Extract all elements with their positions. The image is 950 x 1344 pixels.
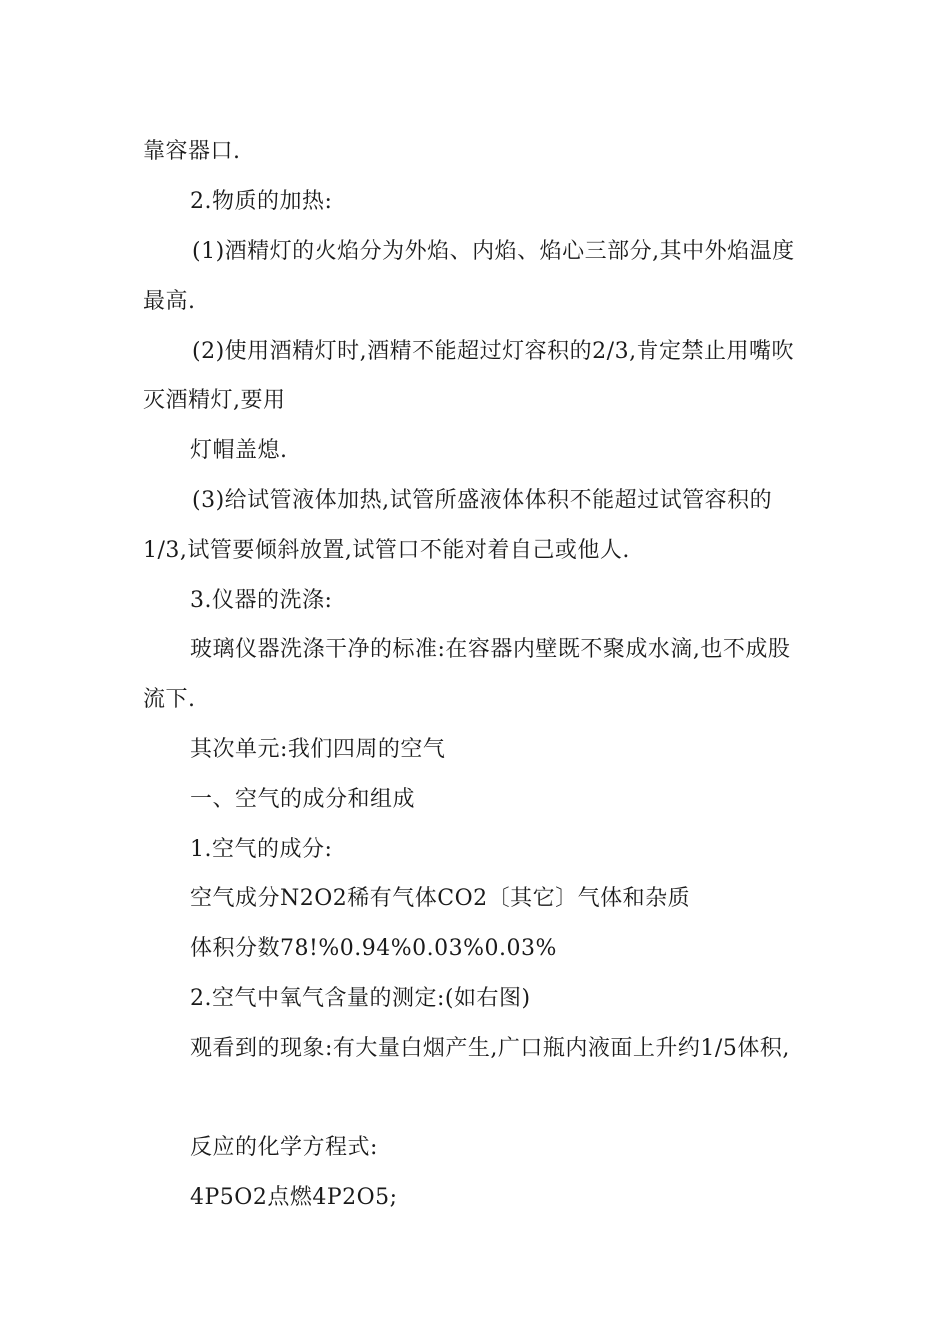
text-line: 流下. bbox=[143, 687, 196, 712]
text-line: 反应的化学方程式: bbox=[190, 1135, 378, 1160]
text-line: 2.空气中氧气含量的测定:(如右图) bbox=[190, 986, 531, 1011]
text-line: 灭酒精灯,要用 bbox=[143, 388, 286, 413]
chemical-equation: 4P5O2点燃4P2O5; bbox=[190, 1185, 398, 1210]
section-heading: 其次单元:我们四周的空气 bbox=[190, 737, 446, 762]
text-line: 观看到的现象:有大量白烟产生,广口瓶内液面上升约1/5体积, bbox=[190, 1036, 790, 1061]
text-line: (3)给试管液体加热,试管所盛液体体积不能超过试管容积的 bbox=[192, 488, 773, 513]
text-line: 1.空气的成分: bbox=[190, 837, 333, 862]
subsection-heading: 一、空气的成分和组成 bbox=[190, 787, 416, 812]
text-line: 玻璃仪器洗涤干净的标准:在容器内壁既不聚成水滴,也不成股 bbox=[190, 637, 791, 662]
text-line: 体积分数78!%0.94%0.03%0.03% bbox=[190, 936, 557, 961]
text-line: 靠容器口. bbox=[143, 139, 241, 164]
text-line: 最高. bbox=[143, 289, 196, 314]
text-line: 2.物质的加热: bbox=[190, 189, 333, 214]
text-line: 3.仪器的洗涤: bbox=[190, 588, 333, 613]
text-line: (1)酒精灯的火焰分为外焰、内焰、焰心三部分,其中外焰温度 bbox=[192, 239, 795, 264]
text-line: (2)使用酒精灯时,酒精不能超过灯容积的2/3,肯定禁止用嘴吹 bbox=[192, 339, 795, 364]
text-line: 空气成分N2O2稀有气体CO2〔其它〕气体和杂质 bbox=[190, 886, 691, 911]
text-line: 1/3,试管要倾斜放置,试管口不能对着自己或他人. bbox=[143, 538, 630, 563]
text-line: 灯帽盖熄. bbox=[190, 438, 288, 463]
